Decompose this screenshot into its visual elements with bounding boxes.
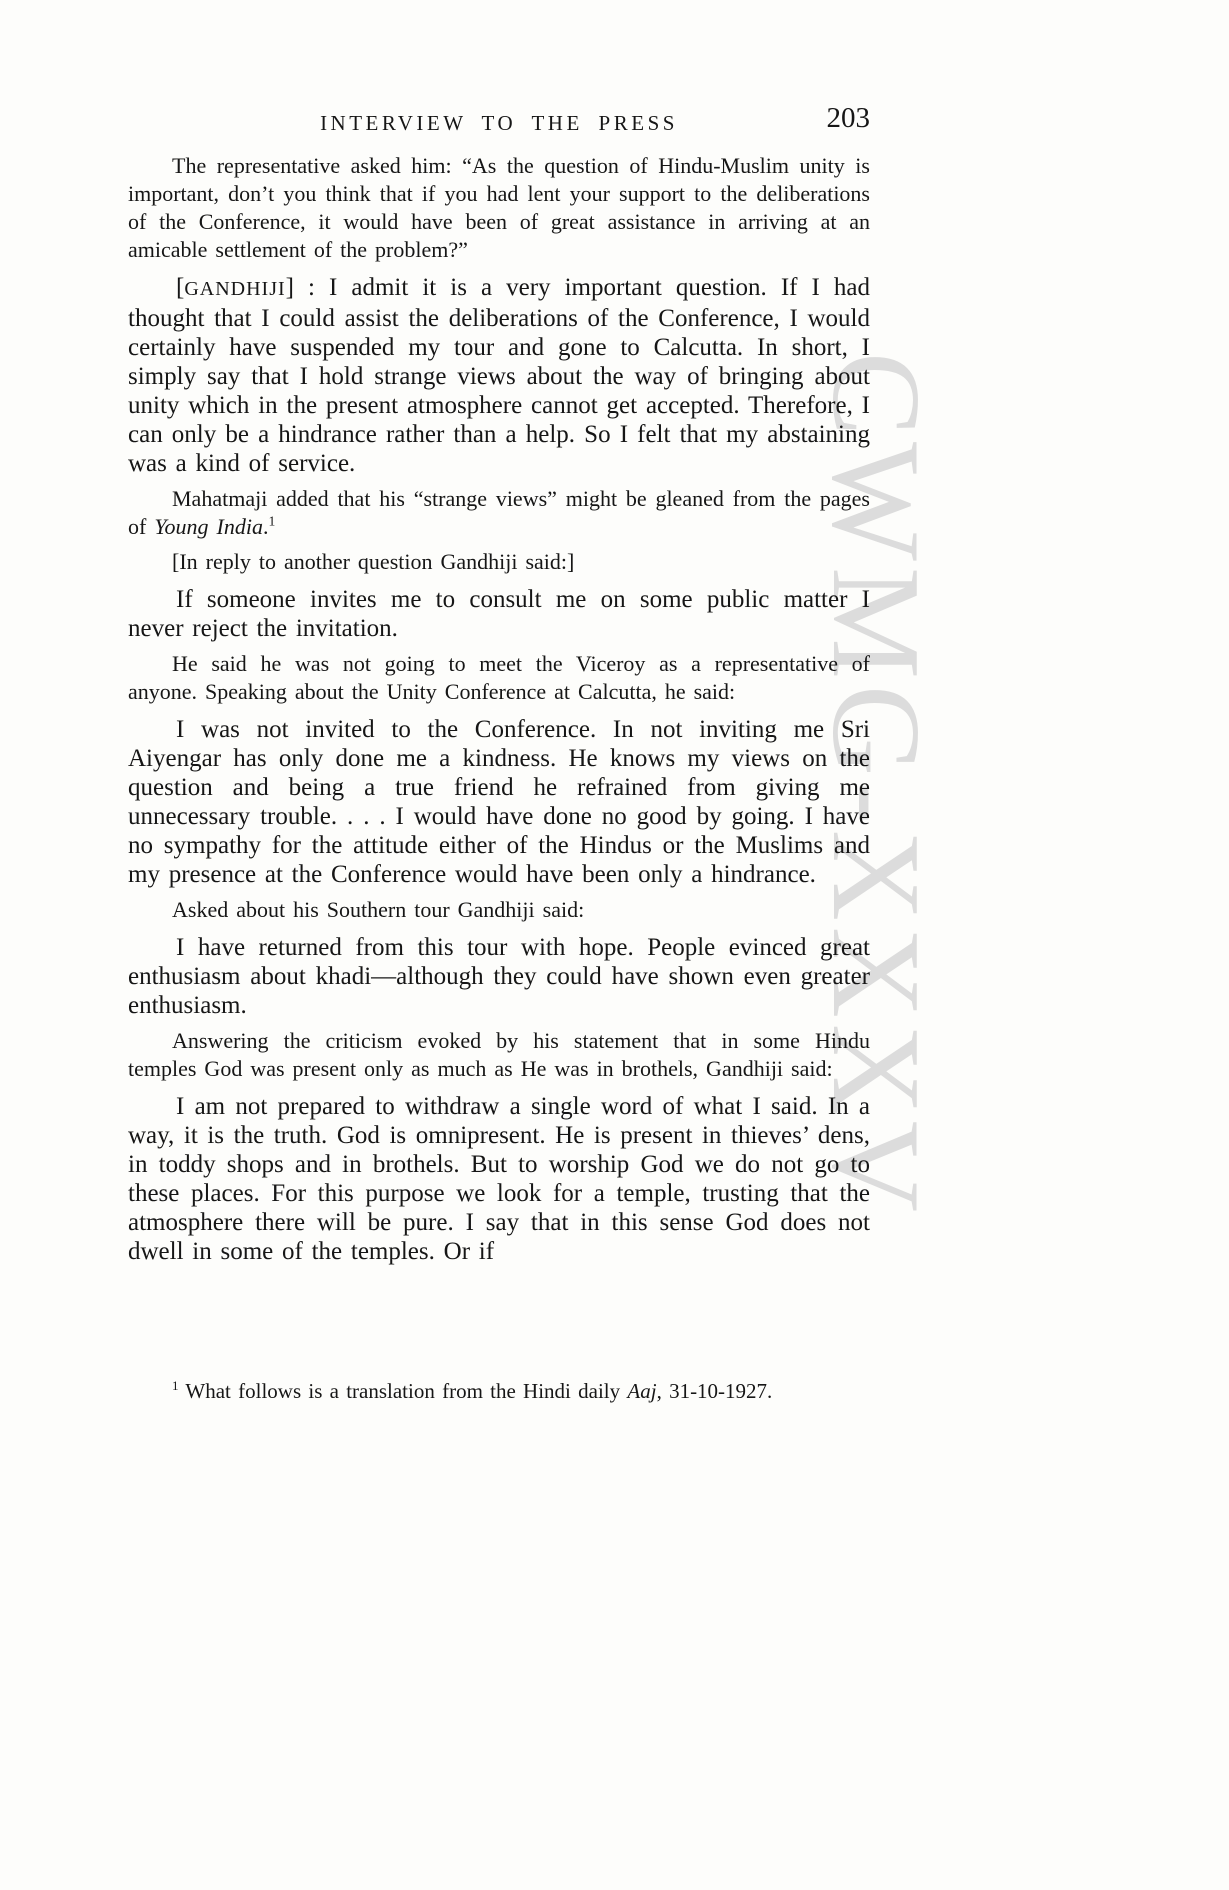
- text-segment: I am not prepared to withdraw a single word of what I said. In a way, it is the truth. God is omnipresent. He is present in thieves’ dens, in toddy shops and in brothels. But to worship God we do not go to these places. For this purpose we look for a temple, trusting that the atmosphere there will be pure. I say that in this sense God does not dwell in some of the temples. Or if: [128, 1093, 870, 1265]
- text-segment: Aaj: [627, 1379, 657, 1403]
- text-block: [128, 102, 870, 1405]
- report-paragraph: [128, 896, 870, 924]
- text-segment: Asked about his Southern tour Gandhiji said:: [172, 897, 585, 922]
- page-header: [128, 102, 870, 138]
- text-segment: ] : I admit it is a very important question. If I had thought that I could assist the deliberations of the Conference, I would certainly have suspended my tour and gone to Calcutta. In short, I simply say that I hold strange views about the way of bringing about unity which in the present atmosphere cannot get accepted. Therefore, I can only be a hindrance rather than a help. So I felt that my abstaining was a kind of service.: [128, 274, 870, 477]
- report-paragraph: [128, 650, 870, 706]
- report-paragraph: [128, 1027, 870, 1083]
- report-paragraph: [128, 548, 870, 576]
- page-number: 203: [826, 102, 870, 134]
- text-segment: 1: [172, 1378, 179, 1393]
- text-segment: GANDHIJI: [184, 278, 286, 300]
- text-segment: Answering the criticism evoked by his statement that in some Hindu temples God was present only as much as He was in brothels, Gandhiji said:: [128, 1028, 870, 1081]
- text-segment: Mahatmaji added that his “strange views” might be gleaned from the pages of: [128, 486, 870, 539]
- text-segment: The representative asked him: “As the question of Hindu-Muslim unity is important, don’t you think that if you had lent your support to the deliberations of the Conference, it would have been of great assistance in arriving at an amicable settlement of the problem?”: [128, 153, 870, 262]
- volume-watermark: CWMG-XXXV: [806, 352, 945, 1218]
- text-segment: [In reply to another question Gandhiji said:]: [172, 549, 575, 574]
- text-segment: What follows is a translation from the Hindi daily: [178, 1379, 628, 1403]
- speech-paragraph: [128, 585, 870, 643]
- text-segment: Young India: [154, 514, 263, 539]
- text-segment: If someone invites me to consult me on some public matter I never reject the invitation.: [128, 586, 870, 642]
- text-segment: I was not invited to the Conference. In not inviting me Sri Aiyengar has only done me a kindness. He knows my views on the question and being a true friend he refrained from giving me unnecessary trouble. . . . I would have done no good by going. I have no sympathy for the attitude either of the Hindus or the Muslims and my presence at the Conference would have been only a hindrance.: [128, 716, 870, 888]
- text-segment: He said he was not going to meet the Viceroy as a representative of anyone. Speaking about the Unity Conference at Calcutta, he said:: [128, 651, 870, 704]
- text-segment: [: [176, 274, 185, 301]
- report-paragraph: [128, 152, 870, 264]
- speech-paragraph: [128, 1092, 870, 1266]
- text-segment: I have returned from this tour with hope. People evinced great enthusiasm about khadi—although they could have shown even greater enthusiasm.: [128, 934, 870, 1019]
- text-segment: 1: [268, 513, 276, 529]
- running-title: INTERVIEW TO THE PRESS: [320, 111, 678, 135]
- report-paragraph: [128, 485, 870, 541]
- speech-paragraph: [128, 715, 870, 889]
- footnote: [128, 1378, 870, 1405]
- speech-paragraph: [128, 933, 870, 1020]
- paragraph-list: [128, 152, 870, 1266]
- text-segment: , 31-10-1927.: [656, 1379, 773, 1403]
- speech-paragraph: [128, 273, 870, 478]
- text-segment: .: [262, 514, 269, 539]
